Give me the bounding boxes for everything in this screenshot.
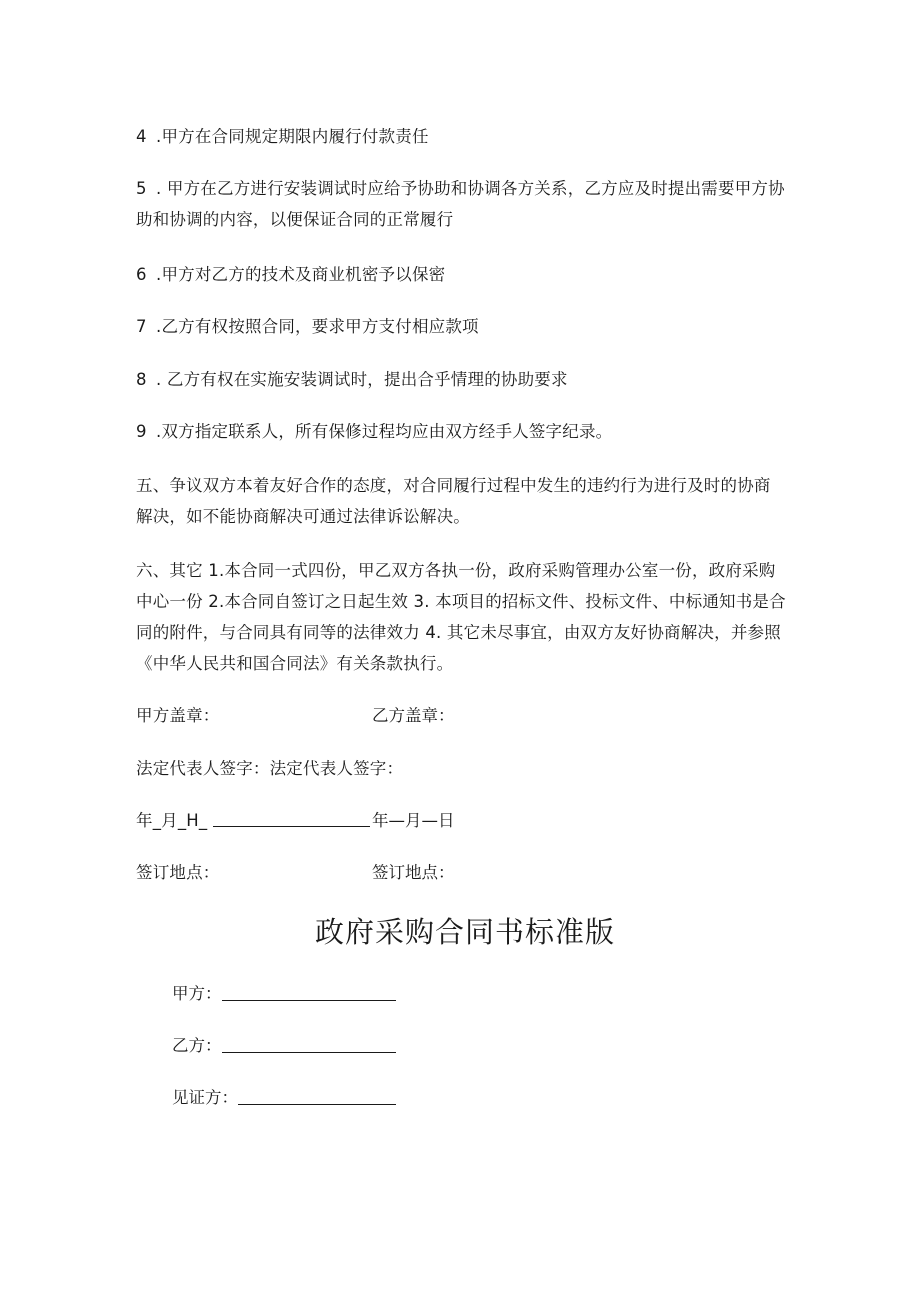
clause-text: .甲方在合同规定期限内履行付款责任 <box>156 127 429 146</box>
party-b-label: 乙方： <box>172 1036 222 1055</box>
clause-9 <box>136 419 612 445</box>
party-b-line <box>172 1033 396 1059</box>
party-b-seal: 乙方盖章： <box>372 706 455 725</box>
date-left: 年_月_H_ <box>136 811 208 830</box>
clause-5 <box>136 173 786 235</box>
witness-label: 见证方： <box>172 1088 238 1107</box>
section-other: 六、其它 1.本合同一式四份，甲乙双方各执一份，政府采购管理办公室一份，政府采购中心一份 2.本合同自签订之日起生效 3. 本项目的招标文件、投标文件、中标通知书是合同的附件，与合同具有同等的法律效力 4. 其它未尽事宜，由双方友好协商解决，并参照《中华人民共和国合同法》有关条款执行。 <box>136 561 786 673</box>
date-right: 年—月—日 <box>372 811 455 830</box>
clause-number: 4 <box>136 127 147 146</box>
party-a-blank <box>222 984 396 1001</box>
clause-text: . 乙方有权在实施安装调试时，提出合乎情理的协助要求 <box>156 370 568 389</box>
clause-number: 5 <box>136 179 147 198</box>
clause-text: .甲方对乙方的技术及商业机密予以保密 <box>156 265 446 284</box>
clause-8 <box>136 367 568 393</box>
clause-text: .乙方有权按照合同，要求甲方支付相应款项 <box>156 317 479 336</box>
document-title: 政府采购合同书标准版 <box>314 915 615 949</box>
witness-line <box>172 1085 396 1111</box>
clause-number: 8 <box>136 370 147 389</box>
clause-7 <box>136 314 479 340</box>
date-blank <box>213 826 370 827</box>
date-line-left <box>136 808 207 834</box>
clause-text: . 甲方在乙方进行安装调试时应给予协助和协调各方关系，乙方应及时提出需要甲方协助和协调的内容，以便保证合同的正常履行 <box>136 179 785 229</box>
sign-place-b: 签订地点： <box>372 863 455 882</box>
clause-number: 6 <box>136 265 147 284</box>
clause-6 <box>136 262 445 288</box>
party-a-label: 甲方： <box>172 984 222 1003</box>
party-b-blank <box>222 1036 396 1053</box>
clause-number: 9 <box>136 422 147 441</box>
clause-text: .双方指定联系人，所有保修过程均应由双方经手人签字纪录。 <box>156 422 613 441</box>
clause-number: 7 <box>136 317 147 336</box>
section-dispute: 五、争议双方本着友好合作的态度，对合同履行过程中发生的违约行为进行及时的协商解决，如不能协商解决可通过法律诉讼解决。 <box>136 476 771 526</box>
party-a-line <box>172 981 396 1007</box>
witness-blank <box>238 1088 396 1105</box>
sign-place-a: 签订地点： <box>136 863 220 882</box>
clause-4 <box>136 124 429 150</box>
legal-rep-signature: 法定代表人签字：法定代表人签字： <box>136 759 404 778</box>
party-a-seal: 甲方盖章： <box>136 706 220 725</box>
